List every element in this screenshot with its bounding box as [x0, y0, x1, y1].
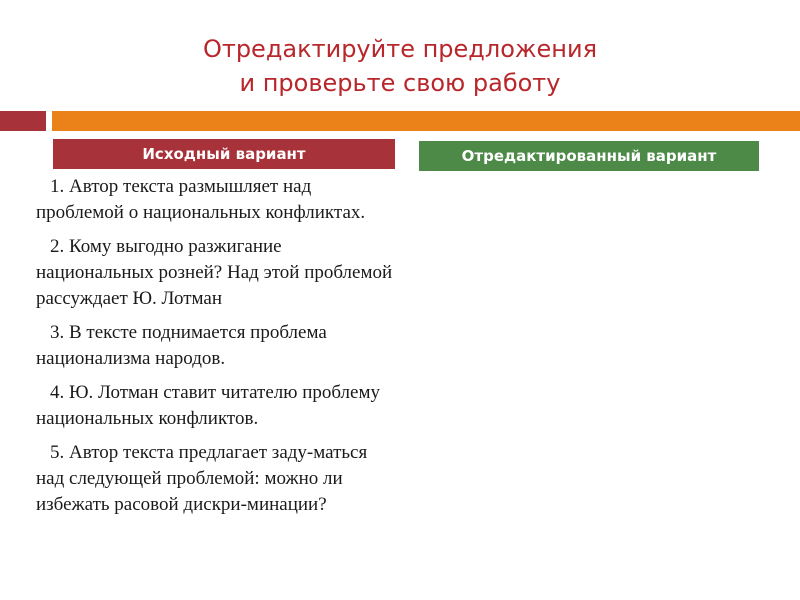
original-sentences-list — [36, 174, 398, 526]
decorative-bar-left — [0, 111, 46, 131]
slide-title — [0, 32, 800, 100]
original-variant-header: Исходный вариант — [53, 139, 395, 169]
edited-variant-header: Отредактированный вариант — [419, 141, 759, 171]
sentence-item: 3. В тексте поднимается проблема национализма народов. — [36, 322, 327, 369]
slide-title-line-2: и проверьте свою работу — [239, 69, 561, 97]
sentence-item: 2. Кому выгодно разжигание национальных розней? Над этой проблемой рассуждает Ю. Лотман — [36, 236, 393, 309]
sentence-item: 5. Автор текста предлагает заду-маться над следующей проблемой: можно ли избежать расовой дискри-минации? — [36, 442, 368, 515]
sentence-item: 4. Ю. Лотман ставит читателю проблему национальных конфликтов. — [36, 382, 380, 429]
decorative-bar-right — [52, 111, 800, 131]
sentence-item: 1. Автор текста размышляет над проблемой о национальных конфликтах. — [36, 176, 366, 223]
slide-title-line-1: Отредактируйте предложения — [202, 35, 598, 63]
